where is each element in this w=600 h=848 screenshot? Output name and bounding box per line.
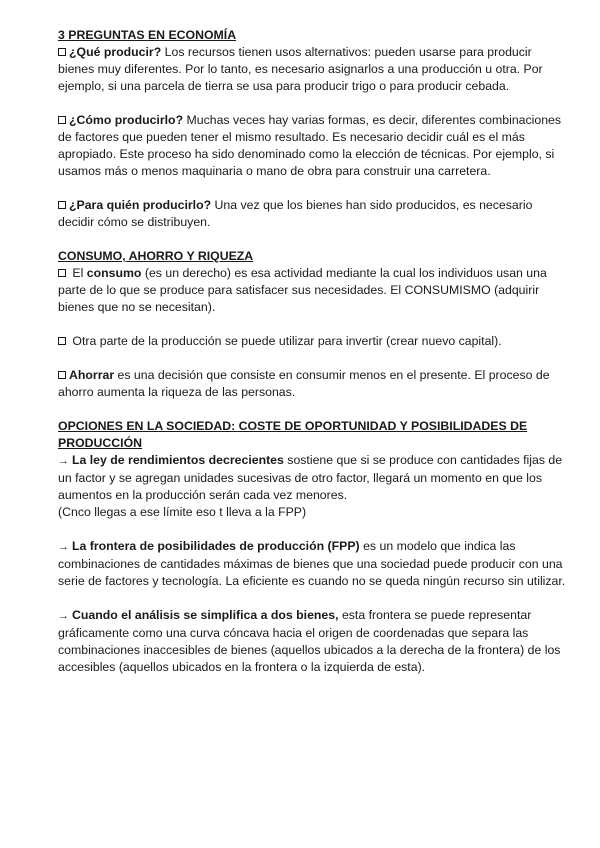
paragraph-fpp xyxy=(58,538,570,590)
paragraph-inversion xyxy=(58,333,570,350)
paragraph-text: sostiene que si se produce con cantidades fijas de un factor y se agregan unidades sucesivas de otro factor, llegará un momento en que los aumentos en la producción serán cada vez menores. xyxy=(58,453,563,502)
section-title-consumo: CONSUMO, AHORRO Y RIQUEZA xyxy=(58,249,254,263)
checkbox-bullet-icon xyxy=(58,48,66,56)
question-lead: ¿Para quién producirlo? xyxy=(69,198,212,212)
term-lead: Cuando el análisis se simplifica a dos bienes, xyxy=(72,608,339,622)
arrow-right-icon: → xyxy=(58,541,69,553)
section-title-preguntas: 3 PREGUNTAS EN ECONOMÍA xyxy=(58,28,237,42)
paragraph-ahorrar xyxy=(58,367,570,401)
arrow-right-icon: → xyxy=(58,610,69,622)
term-lead: Ahorrar xyxy=(69,368,115,382)
paragraph-dos-bienes xyxy=(58,607,570,676)
paragraph-text: (es un derecho) es esa actividad mediante la cual los individuos usan una parte de lo que se produce para satisfacer sus necesidades. El CONSUMISMO (adquirir bienes que no se necesitan). xyxy=(58,266,547,314)
term-lead: La frontera de posibilidades de producción (FPP) xyxy=(72,539,360,553)
checkbox-bullet-icon xyxy=(58,371,66,379)
paragraph-para-quien xyxy=(58,197,570,231)
term-lead: consumo xyxy=(86,266,142,280)
paragraph-text: esta frontera se puede representar gráficamente como una curva cóncava hacia el origen de coordenadas que separa las combinaciones inaccesibles de bienes (aquellos ubicados a la derecha de la frontera) de los accesibles (aquellos ubicados en la frontera o la izquierda de esta). xyxy=(58,608,561,674)
paragraph-rendimientos xyxy=(58,452,570,504)
paragraph-text: es una decisión que consiste en consumir menos en el presente. El proceso de ahorro aumenta la riqueza de las personas. xyxy=(58,368,550,399)
checkbox-bullet-icon xyxy=(58,116,66,124)
checkbox-bullet-icon xyxy=(58,269,66,277)
checkbox-bullet-icon xyxy=(58,337,66,345)
paragraph-note: (Cnco llegas a ese límite eso t lleva a la FPP) xyxy=(58,505,307,519)
paragraph-text: Una vez que los bienes han sido producidos, es necesario decidir cómo se distribuyen. xyxy=(58,198,533,229)
paragraph-text: El xyxy=(69,266,87,280)
paragraph-text: Los recursos tienen usos alternativos: pueden usarse para producir bienes muy diferentes. Por lo tanto, es necesario asignarlos a una producción u otra. Por ejemplo, si una parcela de tierra se usa para producir trigo o para producir cebada. xyxy=(58,45,543,93)
checkbox-bullet-icon xyxy=(58,201,66,209)
paragraph-como-producirlo xyxy=(58,112,570,180)
question-lead: ¿Cómo producirlo? xyxy=(69,113,184,127)
term-lead: La ley de rendimientos decrecientes xyxy=(72,453,284,467)
paragraph-text: es un modelo que indica las combinaciones de cantidades máximas de bienes que una sociedad puede producir con una serie de factores y tecnología. La eficiente es cuando no se queda ningún recurso sin utilizar. xyxy=(58,539,566,588)
paragraph-text: Otra parte de la producción se puede utilizar para invertir (crear nuevo capital). xyxy=(69,334,502,348)
paragraph-text: Muchas veces hay varias formas, es decir, diferentes combinaciones de factores que pueden tener el mismo resultado. Es necesario decidir cuál es el más apropiado. Este proceso ha sido denominado como la elección de técnicas. Por ejemplo, si usamos más o menos maquinaria o mano de obra para construir una carretera. xyxy=(58,113,562,178)
section-title-opciones: OPCIONES EN LA SOCIEDAD: COSTE DE OPORTUNIDAD Y POSIBILIDADES DE PRODUCCIÓN xyxy=(58,419,528,450)
paragraph-consumo xyxy=(58,265,570,316)
arrow-right-icon: → xyxy=(58,455,69,467)
question-lead: ¿Qué producir? xyxy=(69,45,162,59)
document-content xyxy=(58,27,570,676)
paragraph-que-producir xyxy=(58,44,570,95)
